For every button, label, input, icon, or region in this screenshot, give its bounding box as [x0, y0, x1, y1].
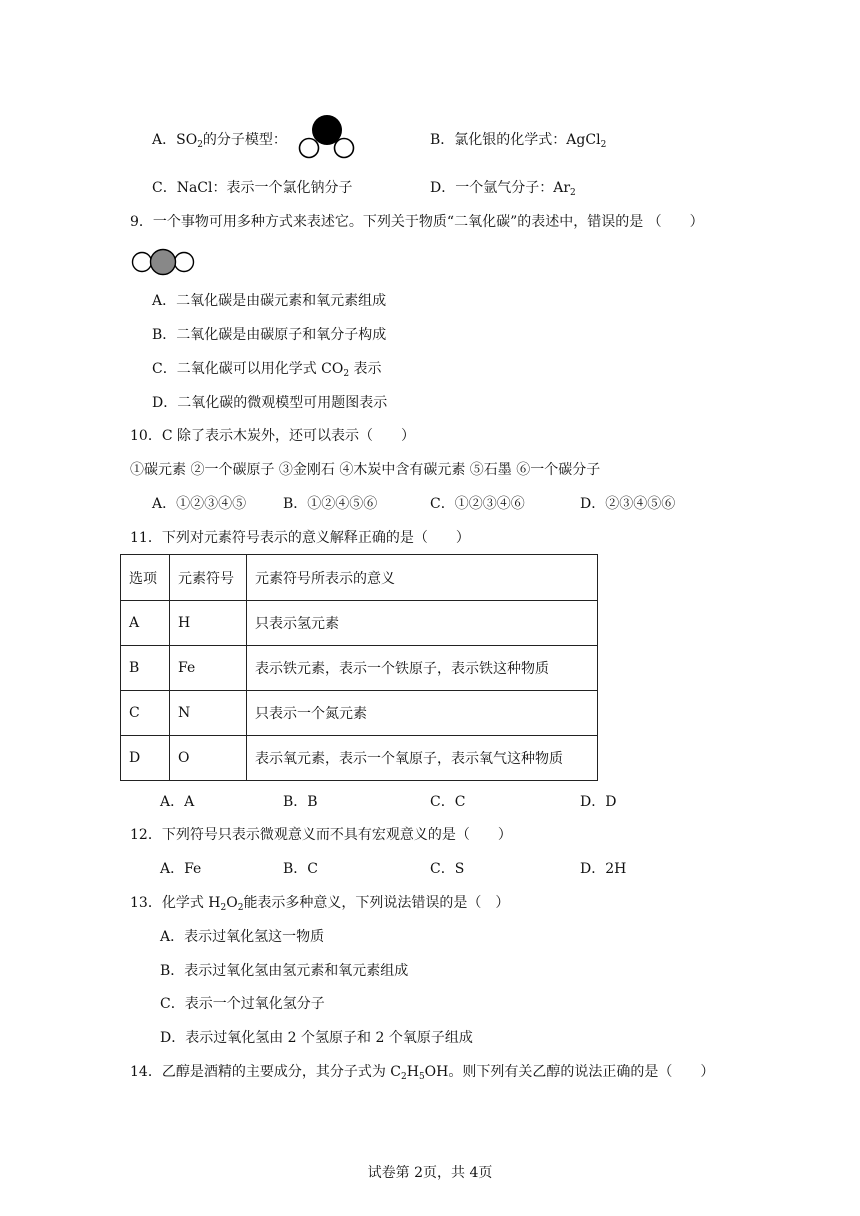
q10-option-b: B．①②④⑤⑥ — [283, 496, 378, 512]
table-cell: H — [170, 601, 247, 646]
q11-option-a: A．A — [160, 794, 195, 810]
q12-stem: 12．下列符号只表示微观意义而不具有宏观意义的是（ ） — [130, 827, 512, 843]
q14-stem: 14．乙醇是酒精的主要成分，其分子式为 $C_2H_5OH$。则下列有关乙醇的说法正确的是（ ） — [130, 1064, 715, 1082]
q8-option-a: A．$SO_2$的分子模型： — [152, 132, 287, 150]
table-cell: 只表示一个氮元素 — [247, 691, 598, 736]
q13-stem: 13．化学式 $H_2O_2$能表示多种意义，下列说法错误的是（ ） — [130, 895, 510, 913]
q13-option-a: A．表示过氧化氢这一物质 — [160, 929, 325, 945]
table-cell: N — [170, 691, 247, 736]
table-cell: 元素符号所表示的意义 — [247, 555, 598, 601]
q10-stem: 10．C 除了表示木炭外，还可以表示（ ） — [130, 428, 415, 444]
q8-option-b: B．氯化银的化学式：AgCl$_2$ — [430, 132, 607, 150]
q13-option-c: C．表示一个过氧化氢分子 — [160, 996, 325, 1012]
table-header-row — [121, 555, 598, 601]
table-cell: 只表示氢元素 — [247, 601, 598, 646]
table-cell: A — [121, 601, 170, 646]
q10-option-c: C．①②③④⑥ — [430, 496, 525, 512]
q11-option-c: C．C — [430, 794, 466, 810]
q8-option-c: C．NaCl：表示一个氯化钠分子 — [152, 180, 353, 196]
element-symbol-table — [120, 554, 598, 781]
table-cell: Fe — [170, 646, 247, 691]
table-row — [121, 601, 598, 646]
q8-option-d: D．一个氩气分子：$Ar_2$ — [430, 180, 576, 198]
q9-option-c: C．二氧化碳可以用化学式 $CO_2$ 表示 — [152, 361, 382, 379]
q9-stem: 9．一个事物可用多种方式来表述它。下列关于物质“二氧化碳”的表述中，错误的是 （ ） — [130, 214, 704, 230]
q10-option-a: A．①②③④⑤ — [152, 496, 247, 512]
table-cell: O — [170, 736, 247, 781]
table-cell: C — [121, 691, 170, 736]
table-cell: 选项 — [121, 555, 170, 601]
q13-option-b: B．表示过氧化氢由氢元素和氧元素组成 — [160, 963, 409, 979]
table-cell: 表示氧元素，表示一个氧原子，表示氧气这种物质 — [247, 736, 598, 781]
table-cell: 元素符号 — [170, 555, 247, 601]
co2-molecule-model-image — [131, 249, 195, 275]
q12-option-b: B．C — [283, 861, 318, 877]
q10-option-d: D．②③④⑤⑥ — [580, 496, 676, 512]
table-cell: D — [121, 736, 170, 781]
q13-option-d: D．表示过氧化氢由 2 个氢原子和 2 个氧原子组成 — [160, 1030, 473, 1046]
table-row — [121, 691, 598, 736]
q11-option-d: D．D — [580, 794, 617, 810]
q10-items: ①碳元素 ②一个碳原子 ③金刚石 ④木炭中含有碳元素 ⑤石墨 ⑥一个碳分子 — [130, 462, 601, 478]
q12-option-d: D．2H — [580, 861, 627, 877]
page-footer: 试卷第 2页，共 4页 — [367, 1165, 493, 1181]
q9-option-d: D．二氧化碳的微观模型可用题图表示 — [152, 395, 388, 411]
q9-option-b: B．二氧化碳是由碳原子和氧分子构成 — [152, 327, 387, 343]
so2-molecule-model-image — [296, 114, 358, 160]
q11-option-b: B．B — [283, 794, 318, 810]
q11-stem: 11．下列对元素符号表示的意义解释正确的是（ ） — [130, 530, 470, 546]
q12-option-a: A．Fe — [160, 861, 202, 877]
q12-option-c: C．S — [430, 861, 465, 877]
table-row — [121, 736, 598, 781]
table-cell: B — [121, 646, 170, 691]
table-cell: 表示铁元素，表示一个铁原子，表示铁这种物质 — [247, 646, 598, 691]
table-row — [121, 646, 598, 691]
q9-option-a: A．二氧化碳是由碳元素和氧元素组成 — [152, 293, 387, 309]
